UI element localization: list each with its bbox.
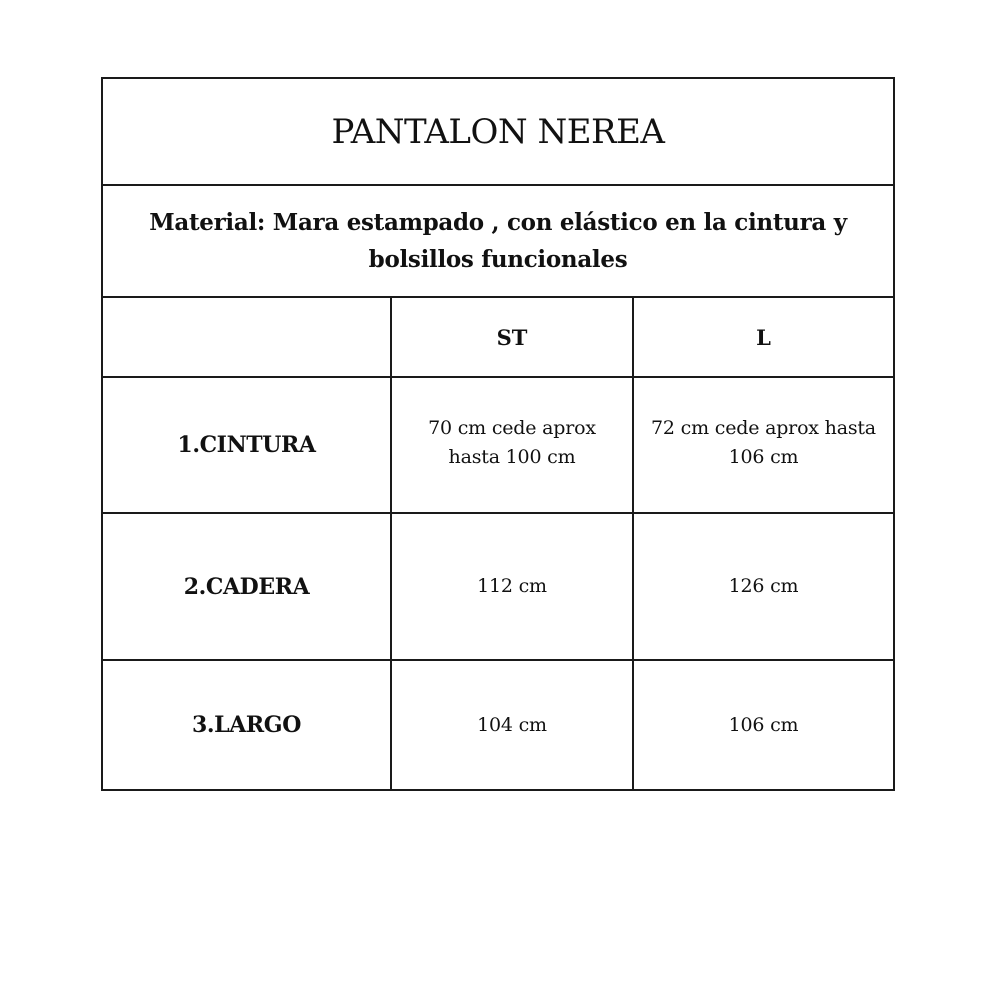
cell-largo-l: 106 cm: [728, 713, 799, 736]
row-label-cadera: 2.CADERA: [183, 573, 310, 600]
row-label-cintura: 1.CINTURA: [177, 432, 316, 458]
cell-cintura-st: 70 cm cede aprox hasta 100 cm: [428, 417, 596, 468]
product-title: PANTALON NEREA: [331, 111, 665, 152]
material-description: Material: Mara estampado , con elástico en la cintura y bolsillos funcionales: [149, 209, 847, 273]
size-table-frame: [101, 77, 895, 791]
header-size-l: L: [756, 324, 771, 350]
cell-largo-st: 104 cm: [477, 713, 547, 736]
cell-cadera-l: 126 cm: [728, 575, 799, 597]
row-label-largo: 3.LARGO: [192, 712, 301, 738]
cell-cadera-st: 112 cm: [477, 575, 547, 597]
header-empty: [103, 298, 390, 376]
header-size-st: ST: [496, 324, 528, 350]
cell-cintura-l: 72 cm cede aprox hasta 106 cm: [651, 417, 876, 468]
